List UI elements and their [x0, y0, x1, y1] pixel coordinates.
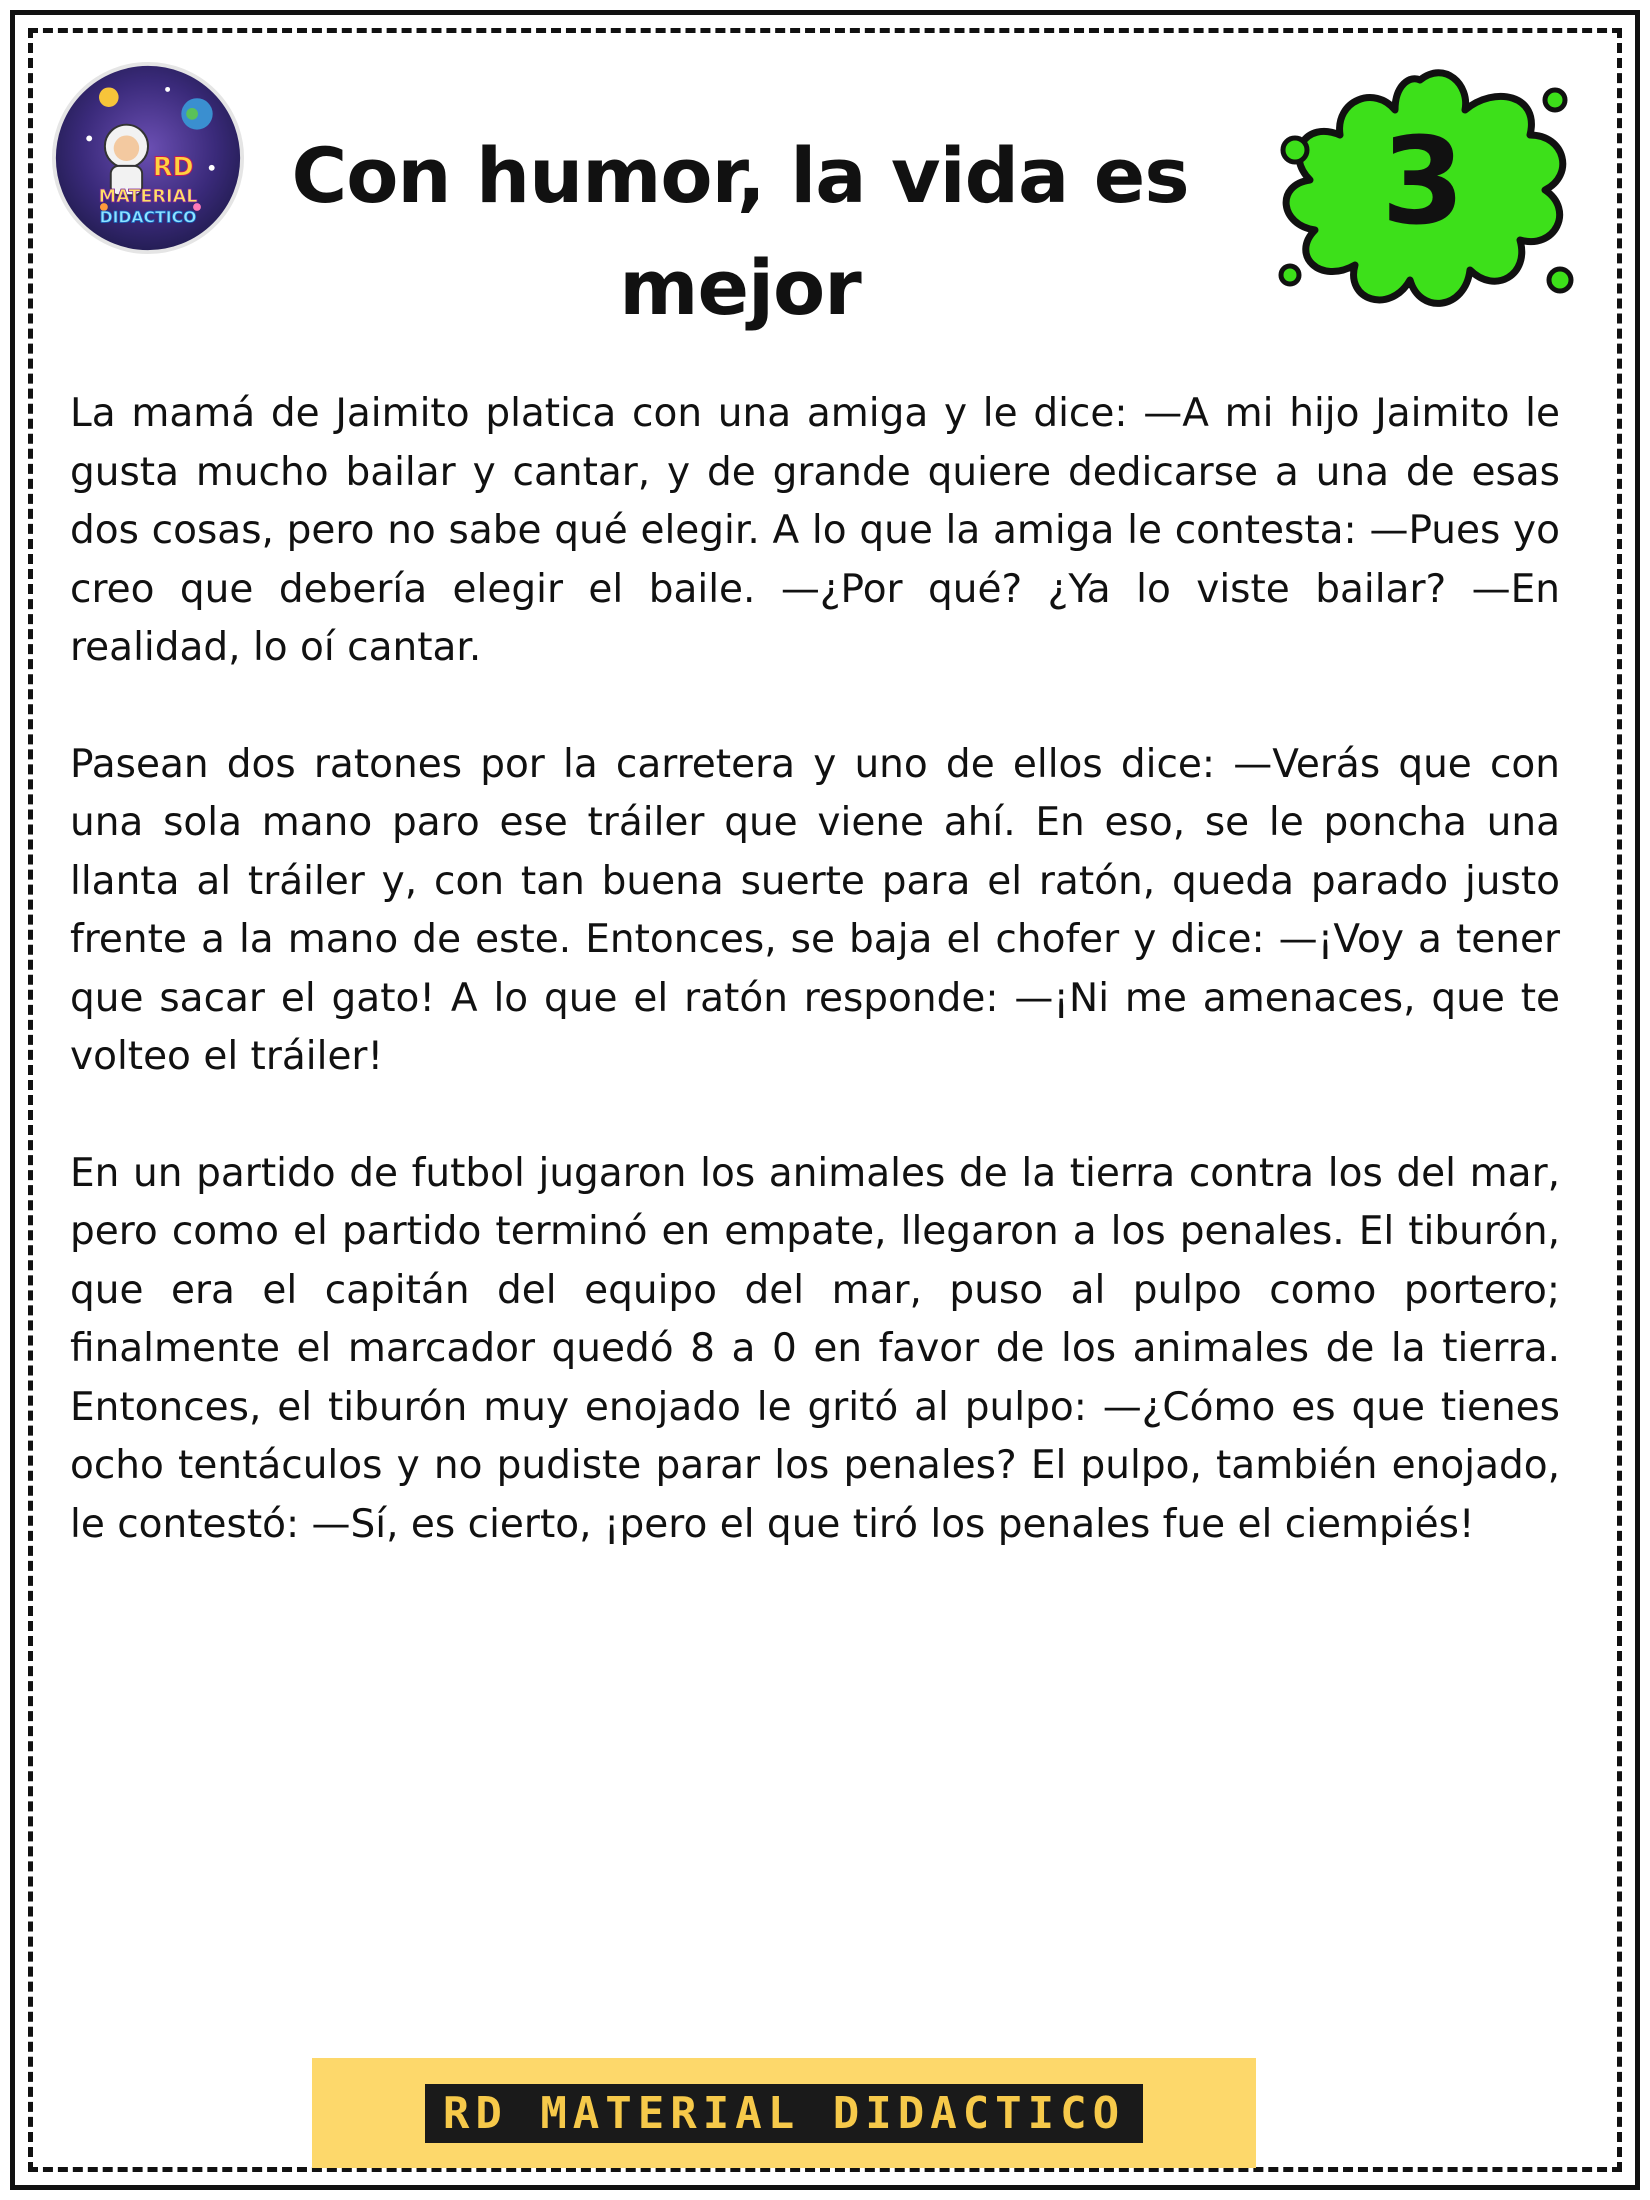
- svg-text:RD: RD: [152, 152, 194, 183]
- green-splat-icon: [1255, 40, 1585, 330]
- astronaut-space-logo-icon: [50, 60, 246, 256]
- joke-paragraph-2: Pasean dos ratones por la carretera y uno de ellos dice: —Verás que con una sola mano paro ese tráiler que viene ahí. En eso, se le poncha una llanta al tráiler y, con tan buena suerte para el ratón, queda parado justo frente a la mano de este. Entonces, se baja el chofer y dice: —¡Voy a tener que sacar el gato! A lo que el ratón responde: —¡Ni me amenaces, que te volteo el tráiler!: [70, 741, 1560, 1079]
- footer-banner: [312, 2058, 1256, 2168]
- badge-number: 3: [1381, 113, 1465, 252]
- joke-paragraph-3: En un partido de futbol jugaron los animales de la tierra contra los del mar, pero como el partido terminó en empate, llegaron a los penales. El tiburón, que era el capitán del equipo del mar, puso al pulpo como portero; finalmente el marcador quedó 8 a 0 en favor de los animales de la tierra. Entonces, el tiburón muy enojado le gritó al pulpo: —¿Cómo es que tienes ocho tentáculos y no pudiste parar los penales? El pulpo, también enojado, le contestó: —Sí, es cierto, ¡pero el que tiró los penales fue el ciempiés!: [70, 1150, 1560, 1547]
- svg-text:DIDACTICO: DIDACTICO: [99, 207, 197, 227]
- jokes-content: [70, 385, 1560, 1612]
- joke-paragraph-1: La mamá de Jaimito platica con una amiga y le dice: —A mi hijo Jaimito le gusta mucho bailar y cantar, y de grande quiere dedicarse a una de esas dos cosas, pero no sabe qué elegir. A lo que la amiga le contesta: —Pues yo creo que debería elegir el baile. —¿Por qué? ¿Ya lo viste bailar? —En realidad, lo oí cantar.: [70, 391, 1560, 670]
- footer-brand-text: RD MATERIAL DIDACTICO: [425, 2084, 1143, 2143]
- svg-text:MATERIAL: MATERIAL: [98, 187, 198, 208]
- page-title: Con humor, la vida es mejor: [291, 131, 1189, 332]
